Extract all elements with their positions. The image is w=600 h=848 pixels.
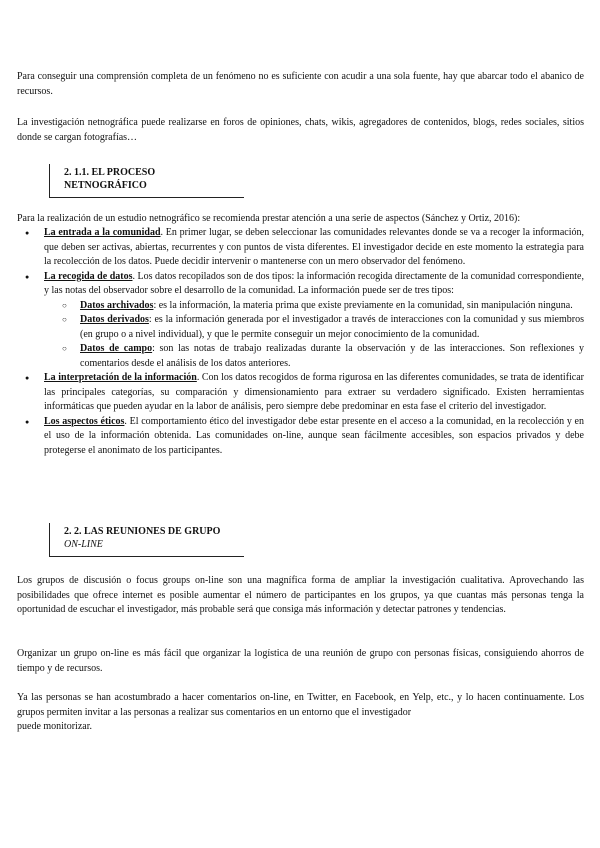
section-2-heading-line-2: ON-LINE xyxy=(64,539,103,550)
section-2-paragraph-2: Organizar un grupo on-line es más fácil que organizar la logística de una reunión de grupo con personas físicas, consiguiendo ahorros de tiempo y de recursos. xyxy=(17,648,584,674)
sublist-item-text: : son las notas de trabajo realizadas durante la observación y de las interacciones. Son reflexiones y comentarios desde el análisis de los datos anteriores. xyxy=(80,343,584,369)
intro-paragraph-2: La investigación netnográfica puede realizarse en foros de opiniones, chats, wikis, agregadores de contenidos, blogs, redes sociales, sitios donde se cargan fotografías… xyxy=(17,117,584,143)
aspects-list xyxy=(17,226,584,458)
sublist-item-text: : es la información, la materia prima que existe previamente en la comunidad, sin manipulación ninguna. xyxy=(153,299,573,311)
section-2-paragraph-3 xyxy=(17,691,584,735)
sublist-item xyxy=(44,299,584,314)
sublist-item-term: Datos archivados xyxy=(80,299,154,311)
intro-paragraph-1: Para conseguir una comprensión completa de un fenómeno no es suficiente con acudir a una sola fuente, hay que abarcar todo el abanico de recursos. xyxy=(17,71,584,97)
list-item-term: La entrada a la comunidad xyxy=(44,227,161,238)
section-1-heading-line-1: 2. 1.1. EL PROCESO xyxy=(64,167,156,178)
section-2-heading xyxy=(49,523,244,557)
sublist-item-term: Datos derivados xyxy=(80,314,149,325)
section-2-paragraph-1: Los grupos de discusión o focus groups on-line son una magnífica forma de ampliar la investigación cualitativa. Aprovechando las posibilidades que ofrece internet es posible aumentar el número de participantes en los grupos, ya que cuantas más personas tenga la oportunidad de escuchar el investigador, más probable será que consiga más información y detectar patrones y tendencias. xyxy=(17,575,584,615)
section-1-lead: Para la realización de un estudio netnográfico se recomienda prestar atención a una serie de aspectos (Sánchez y Ortiz, 2016): xyxy=(17,213,521,224)
list-item-text: . Con los datos recogidos de forma rigurosa en las diferentes comunidades, se trata de identificar las principales categorías, su comparación y dimensionamiento para extraer su verdadero significado. Existen herramientas informáticas que pueden ayudar en la labor de análisis, pero siempre debe predominar en esta fase el criterio del investigador. xyxy=(44,372,585,412)
list-item xyxy=(17,415,584,459)
list-item-text: . El comportamiento ético del investigador debe estar presente en el acceso a la comunidad, en la recolección y en el uso de la información obtenida. Las comunidades on-line, aunque sean fácilmente accesibles, son espacios privados y debe protegerse el anonimato de los participantes. xyxy=(44,415,584,456)
list-item xyxy=(17,226,584,270)
section-2-heading-line-1: 2. 2. LAS REUNIONES DE GRUPO xyxy=(64,526,221,537)
section-1-heading xyxy=(49,164,244,198)
section-2-paragraph-3-end: puede monitorizar. xyxy=(17,721,92,732)
section-2-paragraph-3-text: Ya las personas se han acostumbrado a hacer comentarios on-line, en Twitter, en Facebook, en Yelp, etc., y lo hacen continuamente. Los grupos permiten invitar a las personas a realizar sus comentarios en un entorno que el investigador xyxy=(17,692,584,718)
list-item-term: La recogida de datos xyxy=(44,270,133,282)
sublist-item-text: : es la información generada por el investigador a través de interacciones con la comunidad y sus miembros (en grupo o a nivel individual), y que le permite conseguir un mejor conocimiento de la comunidad. xyxy=(80,314,584,340)
list-item-term: La interpretación de la información xyxy=(44,372,197,383)
list-item-term: Los aspectos éticos xyxy=(44,415,125,427)
list-item-text: . Los datos recopilados son de dos tipos: la información recogida directamente de la comunidad correspondiente, y las notas del observador sobre el desarrollo de la comunidad. La información puede ser de tres tipos: xyxy=(44,270,584,296)
sublist-item xyxy=(44,313,584,342)
data-types-sublist xyxy=(44,299,584,372)
sublist-item xyxy=(44,342,584,371)
section-1-heading-line-2: NETNOGRÁFICO xyxy=(64,180,147,191)
sublist-item-term: Datos de campo xyxy=(80,343,153,354)
list-item xyxy=(17,371,584,415)
list-item-text: . En primer lugar, se deben seleccionar las comunidades relevantes donde se va a recoger la información, que deben ser activas, abiertas, recurrentes y con puntos de vista diferentes. El investigador decide en este momento la estrategia para la recolección de los datos. Puede decidir intervenir o mantenerse con un mero observador del fenómeno. xyxy=(44,227,584,267)
list-item xyxy=(17,270,584,372)
